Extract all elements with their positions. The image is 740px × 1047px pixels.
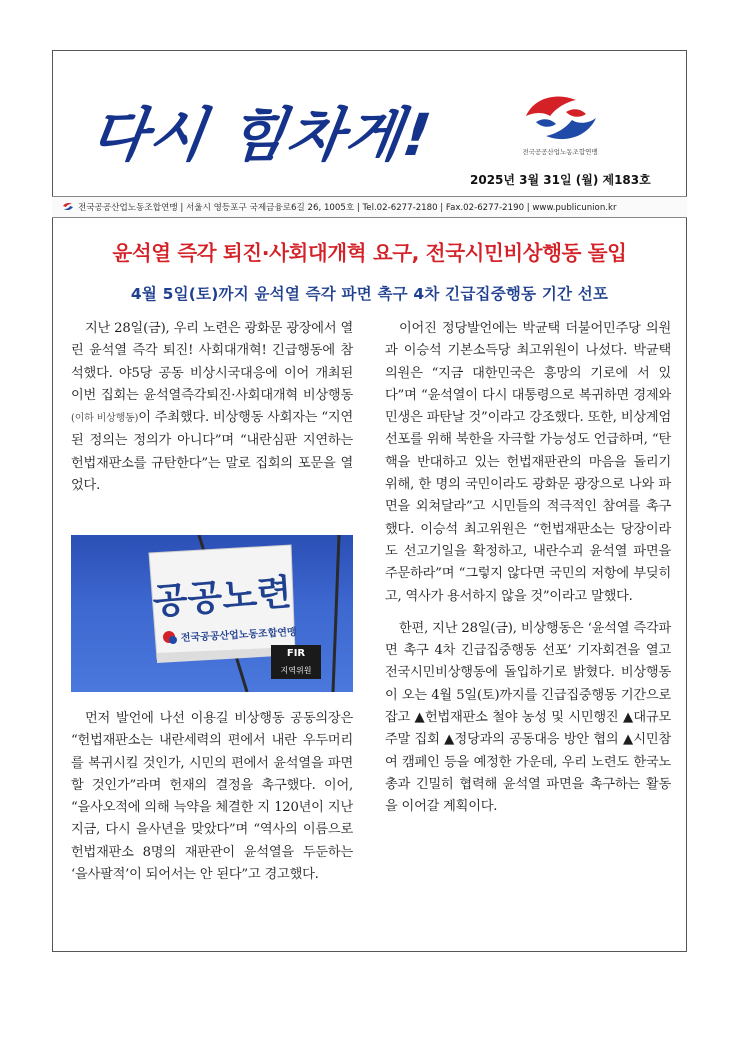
union-emblem-icon: [516, 88, 606, 148]
article-left-top: [71, 318, 353, 507]
article-headline: 윤석열 즉각 퇴진·사회대개혁 요구, 전국시민비상행동 돌입: [112, 241, 627, 265]
left-paragraph-2: 먼저 발언에 나선 이용길 비상행동 공동의장은 “헌법재판소는 내란세력의 편에서 내란 우두머리를 복귀시킬 것인가, 시민의 편에서 윤석열을 파면할 것인가”라며 헌재의 결정을 촉구했다. 이어, “을사오적에 의해 늑약을 체결한 지 120년이 지난 지금, 다시 을사년을 맞았다”며 “역사의 이름으로 헌법재판소 8명의 재판관이 윤석열을 두둔하는 ‘을사팔적’이 되어서는 안 된다”고 경고했다.: [71, 711, 353, 883]
flag-text: 공공노련: [151, 572, 294, 623]
article-left-bottom: [71, 708, 353, 896]
contact-info: 전국공공산업노동조합연맹 | 서울시 영등포구 국제금융로6길 26, 1005호 | Tel.02-6277-2180 | Fax.02-6277-2190 | www.publicunion.kr: [78, 203, 617, 213]
left-paragraph-1: 지난 28일(금), 우리 노련은 광화문 광장에서 열린 윤석열 즉각 퇴진! 사회대개혁! 긴급행동에 참석했다. 야5당 공동 비상시국대응에 이어 개최된 이번 집회는 윤석열즉각퇴진·사회대개혁 비상행동(이하 비상행동)이 주최했다. 비상행동 사회자는 “지연된 정의는 정의가 아니다”며 “내란심판 지연하는 헌법재판소를 규탄한다”는 말로 집회의 포문을 열었다.: [71, 321, 353, 494]
right-paragraph-2: 한편, 지난 28일(금), 비상행동은 ‘윤석열 즉각파면 촉구 4차 긴급집중행동 선포’ 기자회견을 열고 전국시민비상행동에 돌입하기로 밝혔다. 비상행동이 오는 4월 5일(토)까지를 긴급집중행동 기간으로 잡고 ▲헌법재판소 철야 농성 및 시민행진 ▲대규모 주말 집회 ▲정당과의 공동대응 방안 협의 ▲시민참여 캠페인 등을 예정한 가운데, 우리 노련도 한국노총과 긴밀히 협력해 윤석열 파면을 촉구하는 활동을 이어갈 계획이다.: [385, 620, 671, 815]
info-bar: [52, 196, 687, 218]
rally-photo: [71, 535, 353, 692]
article-right: [385, 318, 671, 829]
masthead: [86, 78, 512, 188]
issue-date: 2025년 3월 31일 (월) 제183호: [470, 173, 651, 187]
abbrev-note: (이하 비상행동): [71, 413, 139, 425]
banner-top-text: FIR: [286, 648, 306, 659]
banner-text: 지역위원: [280, 666, 312, 675]
emblem-caption: 전국공공산업노동조합연맹: [522, 148, 598, 156]
right-paragraph-1: 이어진 정당발언에는 박균택 더불어민주당 의원과 이승석 기본소득당 최고위원이 나섰다. 박균택 의원은 “지금 대한민국은 흥망의 기로에 서 있다”며 “윤석열이 다시 대통령으로 복귀하면 경제와 민생은 파탄날 것”이라고 강조했다. 또한, 비상계엄 선포를 위해 북한을 자극할 가능성도 언급하며, “탄핵을 반대하고 있는 헌법재판관의 마음을 돌리기 위해, 한 명의 국민이라도 광화문 광장으로 나와 파면을 외쳐달라”고 시민들의 적극적인 참여를 촉구했다. 이승석 최고위원은 “헌법재판소는 당장이라도 선고기일을 확정하고, 내란수괴 윤석열 파면을 주문하라”며 “그렇지 않다면 국민의 저항에 부딪히고, 역사가 용서하지 않을 것”이라고 말했다.: [385, 321, 671, 604]
rally-photo-illustration: [71, 535, 353, 692]
article-subheadline: 4월 5일(토)까지 윤석열 즉각 파면 촉구 4차 긴급집중행동 기간 선포: [130, 285, 609, 303]
flag-subtext: 전국공공산업노동조합연맹: [180, 626, 297, 644]
newsletter-title: 다시 힘차게!: [86, 101, 437, 169]
union-small-emblem-icon: [62, 202, 74, 211]
